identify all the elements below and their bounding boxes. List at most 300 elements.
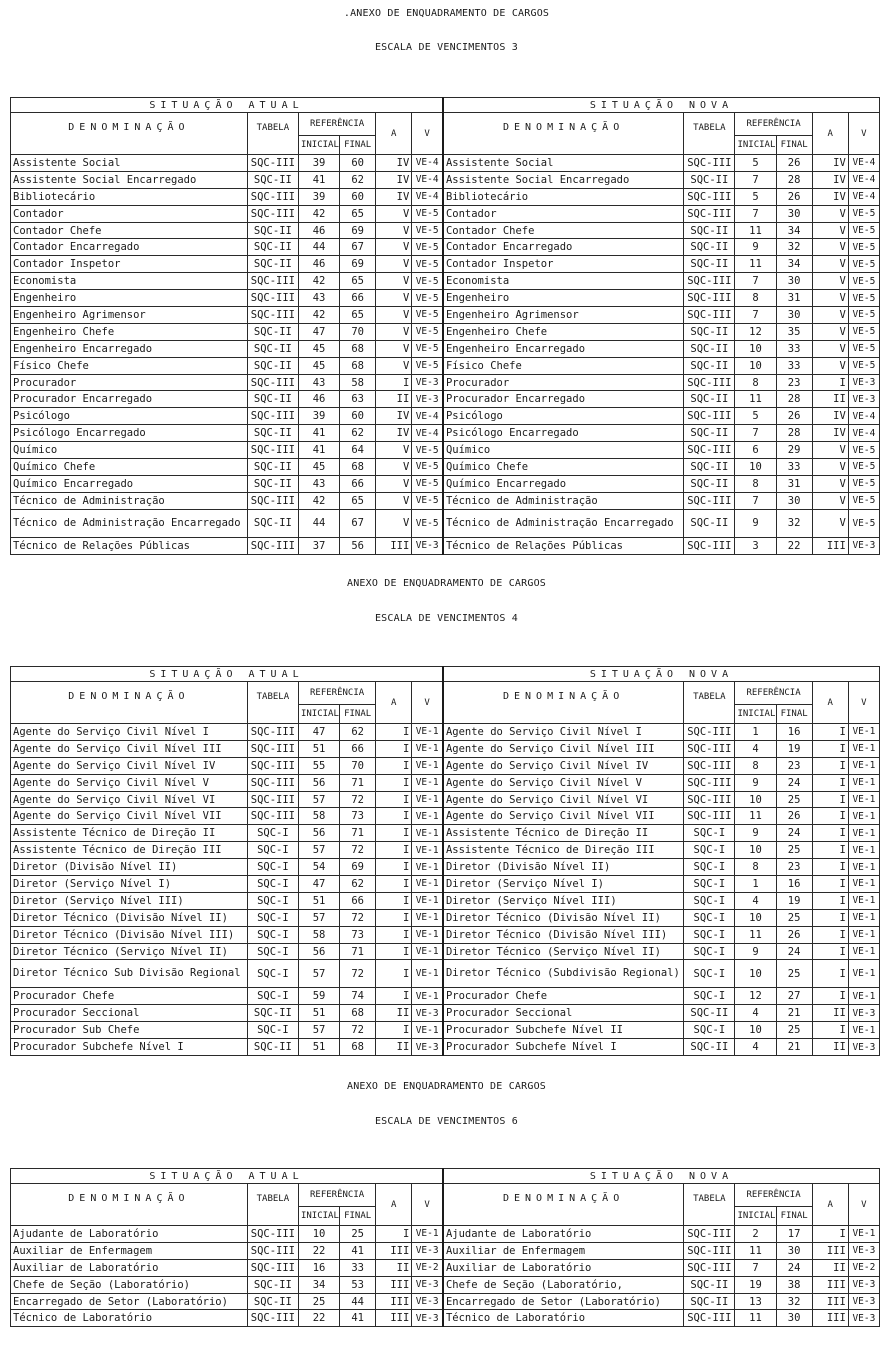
atual-denominacao-cell: Químico Encarregado — [11, 475, 248, 492]
atual-inicial-cell: 43 — [298, 475, 339, 492]
final-header: FINAL — [340, 1207, 376, 1226]
atual-inicial-cell: 58 — [298, 808, 339, 825]
atual-denominacao-cell: Contador Chefe — [11, 222, 248, 239]
referencia-header: REFERÊNCIA — [735, 1184, 812, 1207]
nova-tabela-cell: SQC-II — [684, 391, 735, 408]
nova-tabela-cell: SQC-III — [684, 791, 735, 808]
atual-a-cell: IV — [376, 155, 412, 172]
nova-tabela-cell: SQC-I — [684, 988, 735, 1005]
a-header: A — [376, 1184, 412, 1226]
nova-denominacao-cell: Engenheiro — [443, 290, 684, 307]
table-row — [11, 307, 880, 324]
nova-v-cell: VE-5 — [848, 256, 879, 273]
atual-denominacao-cell: Técnico de Laboratório — [11, 1310, 248, 1327]
nova-tabela-cell: SQC-II — [684, 1276, 735, 1293]
atual-denominacao-cell: Diretor (Serviço Nível III) — [11, 892, 248, 909]
atual-tabela-cell: SQC-I — [247, 909, 298, 926]
nova-a-cell: I — [812, 859, 848, 876]
atual-tabela-cell: SQC-III — [247, 1310, 298, 1327]
annex-title: .ANEXO DE ENQUADRAMENTO DE CARGOS — [343, 8, 550, 19]
atual-inicial-cell: 56 — [298, 774, 339, 791]
atual-denominacao-cell: Diretor Técnico Sub Divisão Regional — [11, 960, 248, 988]
nova-final-cell: 24 — [776, 825, 812, 842]
nova-a-cell: V — [812, 307, 848, 324]
atual-final-cell: 41 — [340, 1310, 376, 1327]
enquadramento-table — [10, 666, 880, 1056]
nova-inicial-cell: 7 — [735, 1259, 776, 1276]
atual-v-cell: VE-3 — [412, 1242, 443, 1259]
atual-inicial-cell: 47 — [298, 876, 339, 893]
nova-denominacao-cell: Psicólogo Encarregado — [443, 425, 684, 442]
nova-a-cell: V — [812, 509, 848, 537]
nova-inicial-cell: 10 — [735, 960, 776, 988]
nova-final-cell: 16 — [776, 876, 812, 893]
atual-a-cell: I — [376, 774, 412, 791]
atual-tabela-cell: SQC-II — [247, 1005, 298, 1022]
nova-v-cell: VE-5 — [848, 222, 879, 239]
atual-inicial-cell: 59 — [298, 988, 339, 1005]
atual-v-cell: VE-3 — [412, 374, 443, 391]
atual-final-cell: 62 — [340, 171, 376, 188]
nova-inicial-cell: 11 — [735, 256, 776, 273]
header-row-columns — [11, 1184, 880, 1207]
annex-title: ANEXO DE ENQUADRAMENTO DE CARGOS — [346, 578, 547, 589]
atual-inicial-cell: 56 — [298, 943, 339, 960]
atual-final-cell: 71 — [340, 825, 376, 842]
referencia-header: REFERÊNCIA — [298, 113, 375, 136]
atual-tabela-cell: SQC-II — [247, 171, 298, 188]
atual-v-cell: VE-1 — [412, 892, 443, 909]
atual-denominacao-cell: Assistente Social — [11, 155, 248, 172]
atual-inicial-cell: 25 — [298, 1293, 339, 1310]
nova-tabela-cell: SQC-III — [684, 205, 735, 222]
atual-a-cell: V — [376, 475, 412, 492]
atual-denominacao-cell: Ajudante de Laboratório — [11, 1226, 248, 1243]
atual-v-cell: VE-1 — [412, 988, 443, 1005]
nova-final-cell: 26 — [776, 188, 812, 205]
nova-final-cell: 31 — [776, 475, 812, 492]
atual-v-cell: VE-4 — [412, 408, 443, 425]
tabela-header: TABELA — [684, 113, 735, 155]
atual-final-cell: 65 — [340, 307, 376, 324]
nova-inicial-cell: 7 — [735, 273, 776, 290]
nova-tabela-cell: SQC-II — [684, 256, 735, 273]
nova-v-cell: VE-1 — [848, 808, 879, 825]
atual-v-cell: VE-1 — [412, 943, 443, 960]
atual-final-cell: 69 — [340, 256, 376, 273]
atual-a-cell: V — [376, 459, 412, 476]
inicial-header: INICIAL — [298, 705, 339, 724]
atual-v-cell: VE-1 — [412, 1022, 443, 1039]
nova-inicial-cell: 4 — [735, 740, 776, 757]
nova-tabela-cell: SQC-III — [684, 537, 735, 554]
atual-denominacao-cell: Engenheiro Agrimensor — [11, 307, 248, 324]
nova-denominacao-cell: Ajudante de Laboratório — [443, 1226, 684, 1243]
atual-inicial-cell: 44 — [298, 509, 339, 537]
nova-v-cell: VE-5 — [848, 475, 879, 492]
atual-v-cell: VE-5 — [412, 475, 443, 492]
atual-tabela-cell: SQC-III — [247, 1242, 298, 1259]
nova-inicial-cell: 10 — [735, 842, 776, 859]
table-row — [11, 1259, 880, 1276]
nova-denominacao-cell: Agente do Serviço Civil Nível VI — [443, 791, 684, 808]
atual-inicial-cell: 46 — [298, 391, 339, 408]
nova-v-cell: VE-1 — [848, 740, 879, 757]
nova-denominacao-cell: Diretor Técnico (Divisão Nível III) — [443, 926, 684, 943]
nova-inicial-cell: 6 — [735, 442, 776, 459]
nova-a-cell: III — [812, 537, 848, 554]
atual-final-cell: 65 — [340, 273, 376, 290]
atual-a-cell: I — [376, 909, 412, 926]
atual-denominacao-cell: Procurador Chefe — [11, 988, 248, 1005]
atual-v-cell: VE-3 — [412, 1276, 443, 1293]
referencia-header: REFERÊNCIA — [735, 682, 812, 705]
atual-final-cell: 73 — [340, 926, 376, 943]
atual-final-cell: 66 — [340, 892, 376, 909]
a-header: A — [376, 113, 412, 155]
atual-v-cell: VE-5 — [412, 509, 443, 537]
nova-a-cell: I — [812, 1022, 848, 1039]
nova-a-cell: V — [812, 492, 848, 509]
nova-tabela-cell: SQC-II — [684, 340, 735, 357]
inicial-header: INICIAL — [735, 1207, 776, 1226]
nova-a-cell: III — [812, 1276, 848, 1293]
nova-inicial-cell: 11 — [735, 1310, 776, 1327]
nova-tabela-cell: SQC-III — [684, 1310, 735, 1327]
situacao-nova-header: SITUAÇÃO NOVA — [443, 98, 880, 113]
nova-denominacao-cell: Psicólogo — [443, 408, 684, 425]
nova-v-cell: VE-1 — [848, 892, 879, 909]
table-row — [11, 1022, 880, 1039]
table-row — [11, 256, 880, 273]
nova-v-cell: VE-3 — [848, 391, 879, 408]
nova-a-cell: II — [812, 1005, 848, 1022]
table-row — [11, 892, 880, 909]
atual-final-cell: 62 — [340, 724, 376, 741]
nova-final-cell: 28 — [776, 171, 812, 188]
atual-denominacao-cell: Chefe de Seção (Laboratório) — [11, 1276, 248, 1293]
nova-final-cell: 30 — [776, 1242, 812, 1259]
atual-inicial-cell: 57 — [298, 1022, 339, 1039]
atual-denominacao-cell: Químico — [11, 442, 248, 459]
nova-final-cell: 30 — [776, 1310, 812, 1327]
nova-v-cell: VE-3 — [848, 1039, 879, 1056]
atual-inicial-cell: 56 — [298, 825, 339, 842]
nova-inicial-cell: 7 — [735, 205, 776, 222]
atual-tabela-cell: SQC-I — [247, 892, 298, 909]
table-row — [11, 876, 880, 893]
atual-denominacao-cell: Encarregado de Setor (Laboratório) — [11, 1293, 248, 1310]
atual-denominacao-cell: Bibliotecário — [11, 188, 248, 205]
atual-tabela-cell: SQC-III — [247, 774, 298, 791]
nova-tabela-cell: SQC-III — [684, 442, 735, 459]
nova-inicial-cell: 19 — [735, 1276, 776, 1293]
nova-tabela-cell: SQC-II — [684, 357, 735, 374]
atual-a-cell: III — [376, 1293, 412, 1310]
atual-a-cell: I — [376, 842, 412, 859]
final-header: FINAL — [776, 1207, 812, 1226]
atual-denominacao-cell: Procurador Seccional — [11, 1005, 248, 1022]
nova-tabela-cell: SQC-I — [684, 859, 735, 876]
atual-a-cell: I — [376, 791, 412, 808]
nova-final-cell: 24 — [776, 774, 812, 791]
atual-denominacao-cell: Físico Chefe — [11, 357, 248, 374]
nova-tabela-cell: SQC-III — [684, 1226, 735, 1243]
nova-inicial-cell: 7 — [735, 171, 776, 188]
nova-v-cell: VE-1 — [848, 876, 879, 893]
atual-denominacao-cell: Químico Chefe — [11, 459, 248, 476]
atual-final-cell: 72 — [340, 960, 376, 988]
nova-a-cell: IV — [812, 408, 848, 425]
nova-final-cell: 25 — [776, 909, 812, 926]
atual-tabela-cell: SQC-I — [247, 943, 298, 960]
atual-v-cell: VE-4 — [412, 425, 443, 442]
nova-a-cell: I — [812, 374, 848, 391]
atual-tabela-cell: SQC-III — [247, 205, 298, 222]
nova-v-cell: VE-3 — [848, 1005, 879, 1022]
atual-a-cell: V — [376, 205, 412, 222]
nova-v-cell: VE-5 — [848, 492, 879, 509]
atual-final-cell: 56 — [340, 537, 376, 554]
nova-final-cell: 33 — [776, 357, 812, 374]
atual-a-cell: V — [376, 509, 412, 537]
nova-v-cell: VE-5 — [848, 340, 879, 357]
nova-inicial-cell: 4 — [735, 1005, 776, 1022]
atual-v-cell: VE-1 — [412, 740, 443, 757]
table-row — [11, 724, 880, 741]
nova-a-cell: I — [812, 740, 848, 757]
nova-a-cell: II — [812, 1259, 848, 1276]
atual-inicial-cell: 45 — [298, 340, 339, 357]
nova-tabela-cell: SQC-III — [684, 740, 735, 757]
atual-final-cell: 68 — [340, 1005, 376, 1022]
situacao-atual-header: SITUAÇÃO ATUAL — [11, 1169, 443, 1184]
atual-v-cell: VE-5 — [412, 239, 443, 256]
atual-tabela-cell: SQC-I — [247, 876, 298, 893]
nova-inicial-cell: 10 — [735, 791, 776, 808]
atual-inicial-cell: 54 — [298, 859, 339, 876]
atual-tabela-cell: SQC-I — [247, 1022, 298, 1039]
nova-denominacao-cell: Agente do Serviço Civil Nível IV — [443, 757, 684, 774]
nova-denominacao-cell: Químico Encarregado — [443, 475, 684, 492]
atual-tabela-cell: SQC-III — [247, 188, 298, 205]
atual-final-cell: 60 — [340, 408, 376, 425]
table-row — [11, 492, 880, 509]
nova-final-cell: 38 — [776, 1276, 812, 1293]
nova-inicial-cell: 9 — [735, 239, 776, 256]
nova-inicial-cell: 9 — [735, 943, 776, 960]
nova-tabela-cell: SQC-II — [684, 425, 735, 442]
atual-inicial-cell: 47 — [298, 724, 339, 741]
situacao-atual-header: SITUAÇÃO ATUAL — [11, 667, 443, 682]
atual-inicial-cell: 42 — [298, 205, 339, 222]
atual-inicial-cell: 57 — [298, 960, 339, 988]
atual-inicial-cell: 51 — [298, 740, 339, 757]
atual-tabela-cell: SQC-I — [247, 960, 298, 988]
annex-title: ANEXO DE ENQUADRAMENTO DE CARGOS — [346, 1081, 547, 1092]
nova-a-cell: IV — [812, 155, 848, 172]
nova-v-cell: VE-3 — [848, 1293, 879, 1310]
nova-inicial-cell: 8 — [735, 475, 776, 492]
atual-denominacao-cell: Técnico de Administração Encarregado — [11, 509, 248, 537]
v-header: V — [848, 113, 879, 155]
atual-inicial-cell: 46 — [298, 256, 339, 273]
atual-final-cell: 68 — [340, 340, 376, 357]
v-header: V — [412, 113, 443, 155]
nova-a-cell: III — [812, 1293, 848, 1310]
atual-tabela-cell: SQC-I — [247, 926, 298, 943]
atual-tabela-cell: SQC-II — [247, 340, 298, 357]
nova-inicial-cell: 9 — [735, 825, 776, 842]
table-row — [11, 842, 880, 859]
nova-tabela-cell: SQC-II — [684, 1293, 735, 1310]
nova-final-cell: 16 — [776, 724, 812, 741]
atual-final-cell: 67 — [340, 509, 376, 537]
atual-v-cell: VE-3 — [412, 1005, 443, 1022]
atual-a-cell: V — [376, 307, 412, 324]
atual-v-cell: VE-5 — [412, 492, 443, 509]
atual-a-cell: I — [376, 988, 412, 1005]
atual-final-cell: 70 — [340, 323, 376, 340]
nova-a-cell: I — [812, 774, 848, 791]
atual-a-cell: IV — [376, 188, 412, 205]
atual-inicial-cell: 46 — [298, 222, 339, 239]
atual-tabela-cell: SQC-III — [247, 492, 298, 509]
atual-v-cell: VE-5 — [412, 290, 443, 307]
table-row — [11, 926, 880, 943]
atual-final-cell: 53 — [340, 1276, 376, 1293]
table-row — [11, 909, 880, 926]
nova-inicial-cell: 7 — [735, 307, 776, 324]
nova-v-cell: VE-3 — [848, 1242, 879, 1259]
atual-denominacao-cell: Economista — [11, 273, 248, 290]
table-row — [11, 357, 880, 374]
atual-v-cell: VE-3 — [412, 1039, 443, 1056]
nova-a-cell: I — [812, 825, 848, 842]
nova-tabela-cell: SQC-II — [684, 222, 735, 239]
atual-denominacao-cell: Psicólogo — [11, 408, 248, 425]
nova-inicial-cell: 11 — [735, 391, 776, 408]
nova-v-cell: VE-5 — [848, 239, 879, 256]
nova-tabela-cell: SQC-II — [684, 1039, 735, 1056]
atual-v-cell: VE-4 — [412, 188, 443, 205]
atual-v-cell: VE-5 — [412, 222, 443, 239]
nova-denominacao-cell: Diretor (Serviço Nível I) — [443, 876, 684, 893]
table-row — [11, 340, 880, 357]
table-row — [11, 475, 880, 492]
tabela-header: TABELA — [684, 1184, 735, 1226]
atual-final-cell: 66 — [340, 290, 376, 307]
nova-a-cell: I — [812, 724, 848, 741]
nova-inicial-cell: 8 — [735, 290, 776, 307]
situacao-nova-header: SITUAÇÃO NOVA — [443, 667, 880, 682]
nova-a-cell: V — [812, 323, 848, 340]
enquadramento-table — [10, 97, 880, 555]
atual-denominacao-cell: Engenheiro Chefe — [11, 323, 248, 340]
nova-inicial-cell: 4 — [735, 892, 776, 909]
atual-inicial-cell: 45 — [298, 459, 339, 476]
nova-a-cell: IV — [812, 188, 848, 205]
atual-final-cell: 72 — [340, 791, 376, 808]
nova-tabela-cell: SQC-II — [684, 239, 735, 256]
atual-final-cell: 67 — [340, 239, 376, 256]
table-row — [11, 239, 880, 256]
nova-v-cell: VE-1 — [848, 842, 879, 859]
atual-final-cell: 25 — [340, 1226, 376, 1243]
nova-inicial-cell: 7 — [735, 492, 776, 509]
nova-inicial-cell: 10 — [735, 909, 776, 926]
nova-v-cell: VE-1 — [848, 791, 879, 808]
atual-tabela-cell: SQC-III — [247, 537, 298, 554]
header-row-columns — [11, 113, 880, 136]
atual-a-cell: I — [376, 374, 412, 391]
atual-v-cell: VE-1 — [412, 808, 443, 825]
atual-v-cell: VE-1 — [412, 757, 443, 774]
nova-tabela-cell: SQC-III — [684, 155, 735, 172]
nova-final-cell: 24 — [776, 1259, 812, 1276]
table-row — [11, 205, 880, 222]
nova-v-cell: VE-1 — [848, 943, 879, 960]
atual-final-cell: 69 — [340, 859, 376, 876]
table-row — [11, 537, 880, 554]
table-row — [11, 1293, 880, 1310]
nova-denominacao-cell: Agente do Serviço Civil Nível III — [443, 740, 684, 757]
inicial-header: INICIAL — [735, 136, 776, 155]
atual-a-cell: I — [376, 1226, 412, 1243]
atual-a-cell: I — [376, 757, 412, 774]
nova-denominacao-cell: Bibliotecário — [443, 188, 684, 205]
atual-inicial-cell: 57 — [298, 909, 339, 926]
atual-v-cell: VE-5 — [412, 340, 443, 357]
nova-final-cell: 23 — [776, 859, 812, 876]
nova-v-cell: VE-5 — [848, 459, 879, 476]
nova-denominacao-cell: Técnico de Administração Encarregado — [443, 509, 684, 537]
table-row — [11, 1226, 880, 1243]
nova-v-cell: VE-2 — [848, 1259, 879, 1276]
nova-v-cell: VE-1 — [848, 1022, 879, 1039]
atual-a-cell: V — [376, 239, 412, 256]
atual-inicial-cell: 43 — [298, 374, 339, 391]
table-row — [11, 459, 880, 476]
atual-final-cell: 60 — [340, 188, 376, 205]
table-row — [11, 825, 880, 842]
nova-final-cell: 31 — [776, 290, 812, 307]
v-header: V — [412, 682, 443, 724]
atual-inicial-cell: 39 — [298, 188, 339, 205]
nova-final-cell: 33 — [776, 459, 812, 476]
atual-tabela-cell: SQC-III — [247, 757, 298, 774]
nova-inicial-cell: 3 — [735, 537, 776, 554]
nova-denominacao-cell: Assistente Técnico de Direção II — [443, 825, 684, 842]
atual-denominacao-cell: Diretor Técnico (Serviço Nível II) — [11, 943, 248, 960]
atual-final-cell: 44 — [340, 1293, 376, 1310]
table-row — [11, 408, 880, 425]
nova-final-cell: 28 — [776, 425, 812, 442]
a-header: A — [812, 1184, 848, 1226]
nova-v-cell: VE-5 — [848, 290, 879, 307]
atual-inicial-cell: 51 — [298, 892, 339, 909]
nova-inicial-cell: 8 — [735, 859, 776, 876]
atual-tabela-cell: SQC-I — [247, 859, 298, 876]
atual-denominacao-cell: Assistente Técnico de Direção II — [11, 825, 248, 842]
nova-v-cell: VE-5 — [848, 307, 879, 324]
nova-v-cell: VE-5 — [848, 442, 879, 459]
nova-final-cell: 30 — [776, 205, 812, 222]
final-header: FINAL — [776, 136, 812, 155]
atual-v-cell: VE-1 — [412, 909, 443, 926]
header-row-situacao — [11, 1169, 880, 1184]
atual-final-cell: 72 — [340, 842, 376, 859]
